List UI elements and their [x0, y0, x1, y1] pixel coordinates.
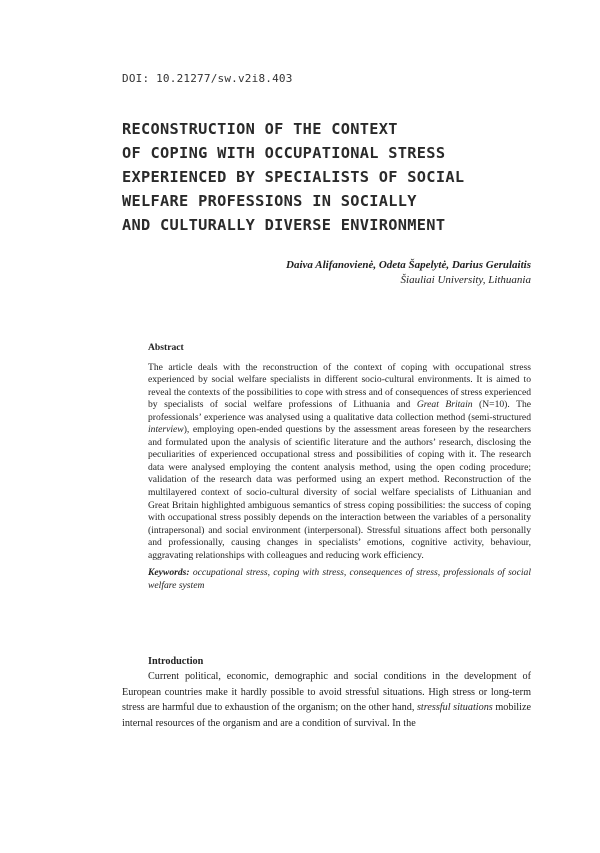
author-block [286, 258, 531, 288]
title-line: EXPERIENCED BY SPECIALISTS OF SOCIAL [122, 168, 465, 186]
keywords-paragraph [148, 567, 531, 592]
introduction-section [122, 654, 531, 731]
doi-label[interactable]: DOI: 10.21277/sw.v2i8.403 [122, 72, 293, 85]
introduction-text: Current political, economic, demographic and social conditions in the development of European countries make it hardly possible to avoid stressful situations. High stress or long-term stress are harmful due to exhaustion of the organism; on the other hand, [122, 671, 531, 714]
title-line: RECONSTRUCTION OF THE CONTEXT [122, 120, 398, 138]
abstract-heading: Abstract [148, 342, 184, 353]
abstract-text: (N=10). The professionals’ experience was analysed using a qualitative data collection method (semi-structured [148, 399, 531, 423]
keywords-label: Keywords: [148, 567, 190, 579]
title-line: AND CULTURALLY DIVERSE ENVIRONMENT [122, 216, 446, 234]
author-names: Daiva Alifanovienė, Odeta Šapelytė, Darius Gerulaitis [286, 259, 531, 271]
title-line: OF COPING WITH OCCUPATIONAL STRESS [122, 144, 446, 162]
abstract-text-italic: Great Britain [416, 399, 473, 411]
abstract-text-italic: interview [148, 424, 184, 436]
abstract-text: ), employing open-ended questions by the assessment areas foreseen by the researchers and formulated upon the analysis of scientific literature and the authors’ research, disclosing the peculiarities of experienced occupational stress and possibilities of coping with it. The research data were analysed employing the content analysis method, using the open coding procedure; validation of the research data was performed using an expert method. Reconstruction of the multilayered context of socio-cultural diversity of social welfare specialists of Lithuanian and Great Britain highlighted ambiguous semantics of stress coping possibilities: the success of coping with occupational stress possibly depends on the interaction between the variables of a personality (intrapersonal) and social environment (interpersonal). Stressful situations affect both personally and professionally, causing changes in specialists’ emotions, cognitive activity, behaviour, aggravating relationships with colleagues and reducing work efficiency. [148, 424, 531, 561]
abstract-paragraph [148, 362, 531, 563]
introduction-paragraph [122, 669, 531, 731]
author-affiliation: Šiauliai University, Lithuania [400, 274, 531, 286]
introduction-text: mobilize internal resources of the organism and are a condition of survival. In the [122, 702, 531, 729]
introduction-text-italic: stressful situations [416, 702, 493, 714]
paper-title [122, 117, 552, 237]
introduction-heading: Introduction [148, 656, 204, 667]
abstract-section [148, 342, 531, 592]
title-line: WELFARE PROFESSIONS IN SOCIALLY [122, 192, 417, 210]
keywords-text: occupational stress, coping with stress, consequences of stress, professionals of social welfare system [148, 567, 531, 591]
abstract-text: The article deals with the reconstruction of the context of coping with occupational stress experienced by social welfare specialists in different socio-cultural environments. It is aimed to reveal the contexts of the possibilities to cope with stress and of consequences of stress experienced by specialists of social welfare professions of Lithuania and [148, 361, 531, 411]
